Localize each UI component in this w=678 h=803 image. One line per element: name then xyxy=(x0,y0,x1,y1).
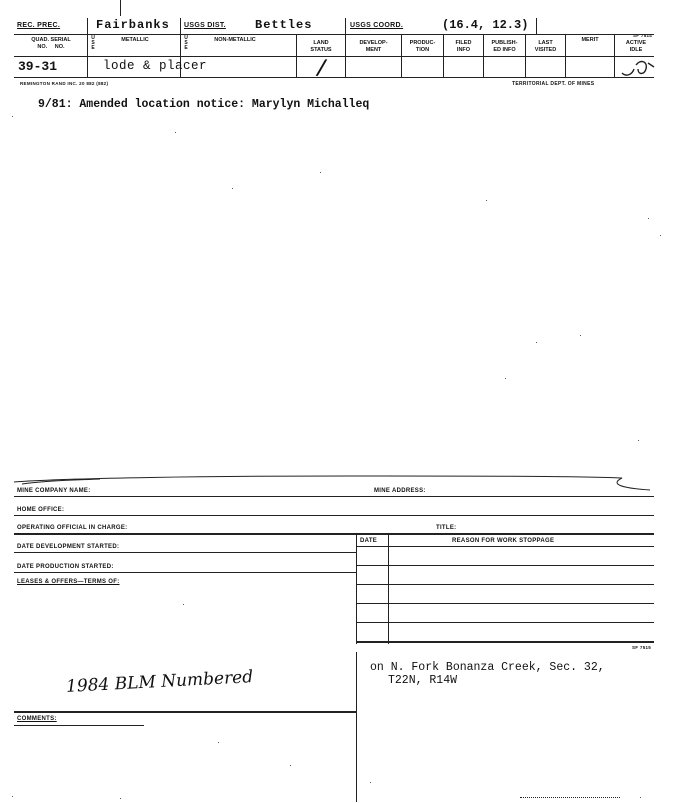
home-office-label: HOME OFFICE: xyxy=(17,507,65,513)
title-label: TITLE: xyxy=(436,525,457,531)
date-development-started-label: DATE DEVELOPMENT STARTED: xyxy=(17,544,120,550)
development-header: DEVELOP- MENT xyxy=(359,40,388,53)
active-idle-header: ACTIVE IDLE xyxy=(625,40,647,53)
form-number-top: SF 7514 xyxy=(633,33,653,38)
mine-address-label: MINE ADDRESS: xyxy=(374,488,426,494)
header-line xyxy=(14,34,654,35)
note-line-1: 9/81: Amended location notice: Marylyn Michalleq xyxy=(38,98,370,111)
quad-serial-header: QUAD. SERIAL NO. NO. xyxy=(31,37,71,50)
use-letters: U S E xyxy=(91,35,95,51)
usgs-dist-value: Bettles xyxy=(255,18,313,32)
column-header-line xyxy=(14,56,654,57)
record-quad-serial: 39-31 xyxy=(18,59,58,74)
department-note: TERRITORIAL DEPT. OF MINES xyxy=(512,81,595,87)
production-header: PRODUC- TION xyxy=(409,40,436,53)
non-metallic-header: NON-METALLIC xyxy=(214,37,256,43)
form-number-bottom: SF 7515 xyxy=(632,645,652,650)
record-metallic: lode & placer xyxy=(103,59,208,73)
usgs-coord-label: USGS COORD. xyxy=(350,22,404,29)
top-tick xyxy=(120,0,121,16)
mine-company-name-label: MINE COMPANY NAME: xyxy=(17,488,91,494)
comments-label: COMMENTS: xyxy=(17,716,57,722)
filed-info-header: FILED INFO xyxy=(455,40,472,53)
printer-note: REMINGTON RAND INC. 20 882 (882) xyxy=(20,81,109,86)
date-column-header: DATE xyxy=(360,538,378,544)
land-status-header: LAND STATUS xyxy=(310,40,332,53)
handwritten-note: 1984 BLM Numbered xyxy=(65,667,254,697)
metallic-header: METALLIC xyxy=(121,37,149,43)
operating-official-label: OPERATING OFFICIAL IN CHARGE: xyxy=(17,525,128,531)
usgs-coord-value: (16.4, 12.3) xyxy=(442,18,529,32)
merit-header: MERIT xyxy=(581,37,599,43)
last-visited-header: LAST VISITED xyxy=(534,40,557,53)
location-line-2: T22N, R14W xyxy=(388,674,458,687)
active-idle-scribble xyxy=(618,57,658,79)
use-letters-2: U S E xyxy=(184,35,188,51)
leases-offers-label: LEASES & OFFERS—TERMS OF: xyxy=(17,579,120,585)
date-production-started-label: DATE PRODUCTION STARTED: xyxy=(17,564,114,570)
reason-column-header: REASON FOR WORK STOPPAGE xyxy=(452,538,555,544)
usgs-dist-label: USGS DIST. xyxy=(184,22,226,29)
location-line-1: on N. Fork Bonanza Creek, Sec. 32, xyxy=(370,661,605,674)
rec-prec-value: Fairbanks xyxy=(96,18,170,32)
published-info-header: PUBLISH- ED INFO xyxy=(491,40,518,53)
rec-prec-label: REC. PREC. xyxy=(17,22,61,29)
record-line xyxy=(14,77,654,78)
land-status-mark: / xyxy=(314,55,329,79)
